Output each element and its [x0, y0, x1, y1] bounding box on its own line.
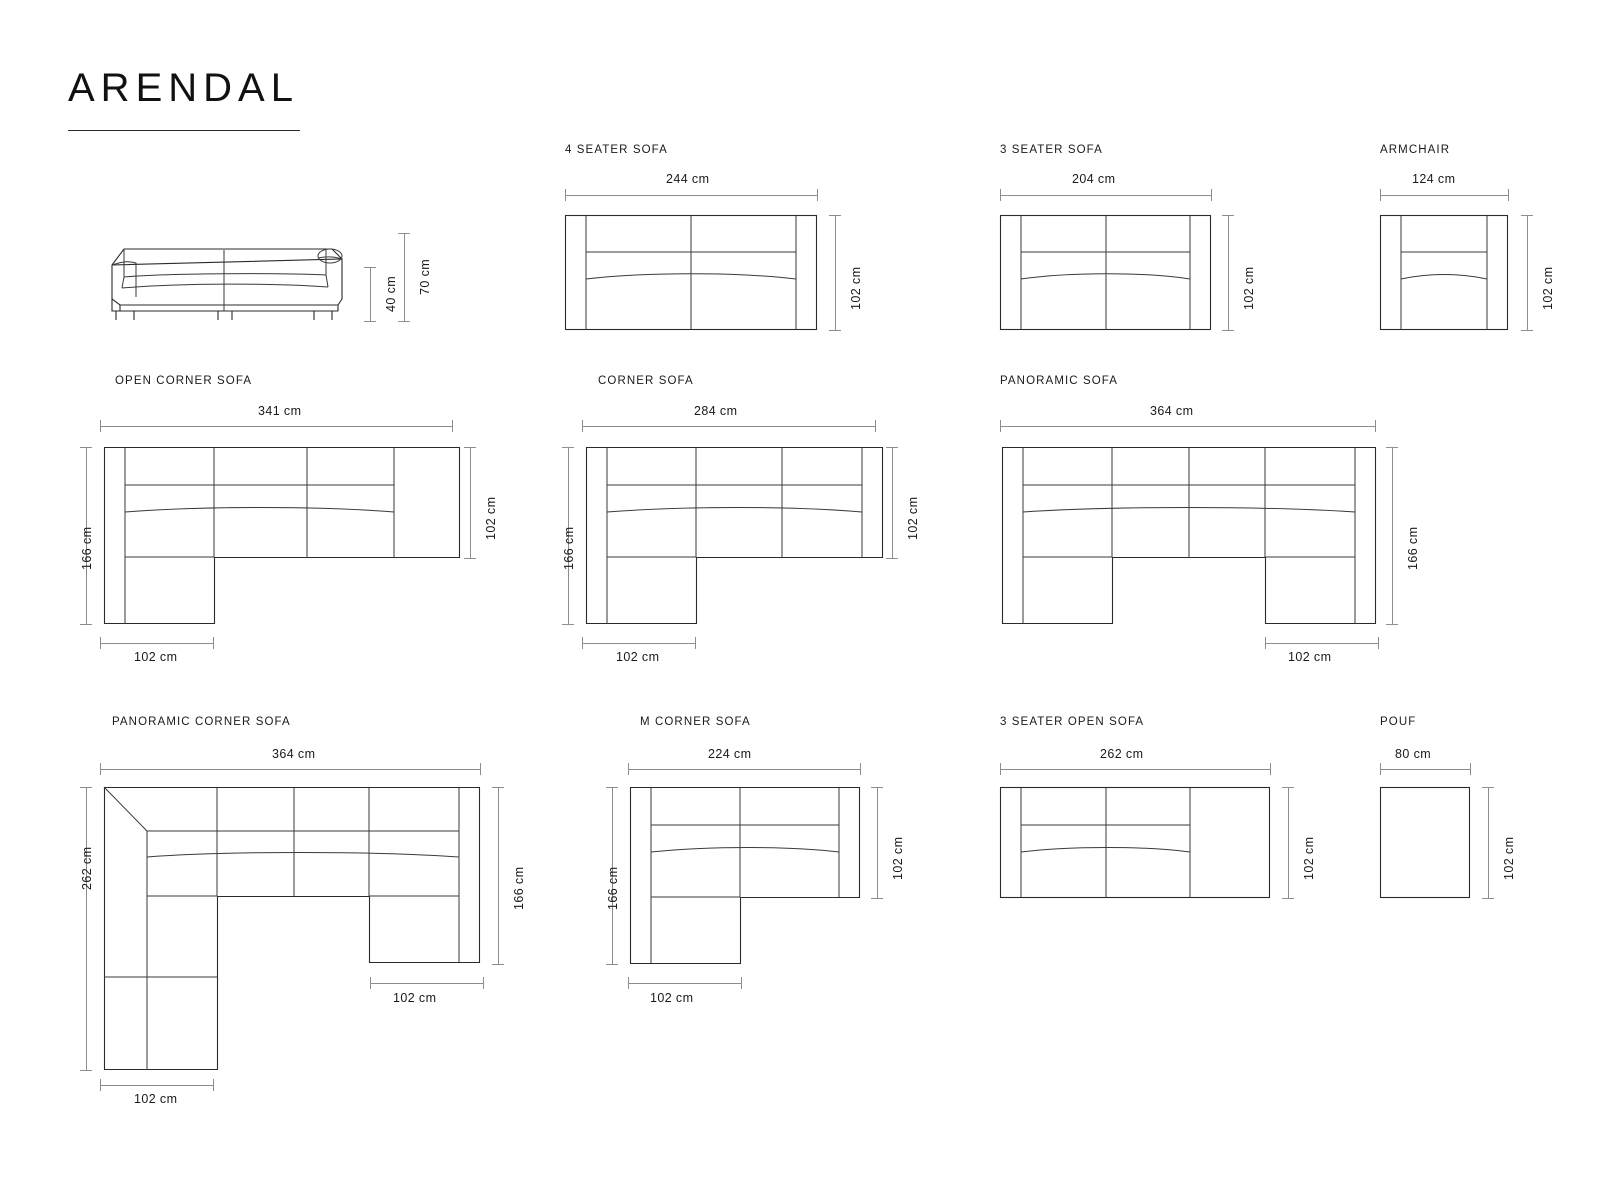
label-panoramic-sofa: PANORAMIC SOFA [1000, 375, 1119, 387]
dim-height-40: 40 cm [384, 275, 398, 312]
plan-corner-sofa [586, 447, 883, 624]
tick [1521, 215, 1533, 216]
tick [1211, 189, 1212, 201]
depth-rule-armchair [1527, 215, 1528, 330]
label-m-corner-sofa: M CORNER SOFA [640, 716, 751, 728]
tick [628, 977, 629, 989]
width-rule-corner [582, 426, 875, 427]
depth-rule-3-seater [1228, 215, 1229, 330]
page-title: ARENDAL [68, 66, 299, 110]
width-rule-3-seater [1000, 195, 1211, 196]
dim-side-corner: 166 cm [562, 526, 576, 570]
tick [1482, 787, 1494, 788]
tick [213, 637, 214, 649]
perspective-sofa-drawing [100, 225, 360, 335]
tick [1270, 763, 1271, 775]
tick [364, 321, 376, 322]
tick [1386, 447, 1398, 448]
tick [875, 420, 876, 432]
depth-rule-corner [892, 447, 893, 558]
foot-rule-open-corner [100, 643, 213, 644]
width-rule-panoramic-corner [100, 769, 480, 770]
tick [1000, 420, 1001, 432]
width-rule-armchair [1380, 195, 1508, 196]
tick [80, 624, 92, 625]
plan-panoramic-corner-sofa [104, 787, 480, 1070]
width-rule-m-corner [628, 769, 860, 770]
tick [398, 233, 410, 234]
depth-rule-4-seater [835, 215, 836, 330]
perspective-height-rule-70 [404, 233, 405, 321]
tick [1521, 330, 1533, 331]
dim-depth-pouf: 102 cm [1502, 836, 1516, 880]
tick [871, 898, 883, 899]
dim-foot-panoramic-corner-bottom: 102 cm [134, 1092, 178, 1106]
depth-rule-pouf [1488, 787, 1489, 898]
tick [829, 215, 841, 216]
tick [565, 189, 566, 201]
tick [606, 964, 618, 965]
tick [370, 977, 371, 989]
width-rule-pouf [1380, 769, 1470, 770]
tick [741, 977, 742, 989]
plan-open-corner-sofa [104, 447, 460, 624]
dim-side-open-corner: 166 cm [80, 526, 94, 570]
side-rule-panoramic-corner [86, 787, 87, 1070]
plan-pouf [1380, 787, 1470, 898]
dim-width-open-corner: 341 cm [258, 404, 302, 418]
dim-foot-corner: 102 cm [616, 650, 660, 664]
label-armchair: ARMCHAIR [1380, 144, 1451, 156]
tick [1000, 189, 1001, 201]
plan-3-seater-sofa [1000, 215, 1211, 330]
tick [817, 189, 818, 201]
tick [606, 787, 618, 788]
dim-width-panoramic-corner: 364 cm [272, 747, 316, 761]
title-underline [68, 130, 300, 131]
tick [582, 420, 583, 432]
foot-rule-corner [582, 643, 695, 644]
tick [886, 447, 898, 448]
tick [398, 321, 410, 322]
tick [562, 447, 574, 448]
perspective-height-rule-40 [370, 267, 371, 321]
tick [829, 330, 841, 331]
dim-width-corner: 284 cm [694, 404, 738, 418]
label-3-seater-sofa: 3 SEATER SOFA [1000, 144, 1103, 156]
tick [80, 1070, 92, 1071]
width-rule-open-corner [100, 426, 452, 427]
tick [628, 763, 629, 775]
dim-depth-panoramic-corner: 166 cm [512, 866, 526, 910]
tick [1265, 637, 1266, 649]
tick [860, 763, 861, 775]
foot-rule-m-corner [628, 983, 741, 984]
dim-width-m-corner: 224 cm [708, 747, 752, 761]
dim-width-panoramic: 364 cm [1150, 404, 1194, 418]
dim-width-pouf: 80 cm [1395, 747, 1432, 761]
dim-side-panoramic-corner: 262 cm [80, 846, 94, 890]
tick [464, 558, 476, 559]
tick [80, 447, 92, 448]
tick [100, 763, 101, 775]
label-corner-sofa: CORNER SOFA [598, 375, 694, 387]
plan-3-seater-open-sofa [1000, 787, 1270, 898]
label-3-seater-open-sofa: 3 SEATER OPEN SOFA [1000, 716, 1145, 728]
tick [364, 267, 376, 268]
tick [80, 787, 92, 788]
depth-rule-panoramic-corner [498, 787, 499, 964]
label-open-corner-sofa: OPEN CORNER SOFA [115, 375, 253, 387]
width-rule-panoramic [1000, 426, 1375, 427]
dim-depth-open-corner: 102 cm [484, 496, 498, 540]
depth-rule-panoramic [1392, 447, 1393, 624]
tick [871, 787, 883, 788]
tick [464, 447, 476, 448]
dim-depth-corner: 102 cm [906, 496, 920, 540]
tick [1482, 898, 1494, 899]
tick [1000, 763, 1001, 775]
tick [1380, 763, 1381, 775]
tick [452, 420, 453, 432]
tick [695, 637, 696, 649]
plan-armchair [1380, 215, 1508, 330]
tick [1282, 787, 1294, 788]
label-panoramic-corner-sofa: PANORAMIC CORNER SOFA [112, 716, 291, 728]
dim-width-3-seater: 204 cm [1072, 172, 1116, 186]
tick [1380, 189, 1381, 201]
foot-rule-panoramic-corner-bottom [100, 1085, 213, 1086]
tick [886, 558, 898, 559]
plan-4-seater-sofa [565, 215, 817, 330]
dim-depth-m-corner: 102 cm [891, 836, 905, 880]
depth-rule-3-seater-open [1288, 787, 1289, 898]
tick [562, 624, 574, 625]
tick [1222, 330, 1234, 331]
label-pouf: POUF [1380, 716, 1417, 728]
dim-width-armchair: 124 cm [1412, 172, 1456, 186]
dim-foot-panoramic-corner-right: 102 cm [393, 991, 437, 1005]
dim-side-m-corner: 166 cm [606, 866, 620, 910]
dim-height-70: 70 cm [418, 258, 432, 295]
tick [100, 420, 101, 432]
dim-depth-4-seater: 102 cm [849, 266, 863, 310]
dim-foot-panoramic: 102 cm [1288, 650, 1332, 664]
tick [1508, 189, 1509, 201]
dim-foot-open-corner: 102 cm [134, 650, 178, 664]
tick [582, 637, 583, 649]
dim-depth-3-seater: 102 cm [1242, 266, 1256, 310]
plan-m-corner-sofa [630, 787, 860, 964]
tick [492, 787, 504, 788]
tick [213, 1079, 214, 1091]
tick [1375, 420, 1376, 432]
tick [480, 763, 481, 775]
tick [1386, 624, 1398, 625]
depth-rule-open-corner [470, 447, 471, 558]
depth-rule-m-corner [877, 787, 878, 898]
tick [1222, 215, 1234, 216]
plan-panoramic-sofa [1002, 447, 1376, 624]
foot-rule-panoramic-corner-right [370, 983, 483, 984]
tick [100, 1079, 101, 1091]
label-4-seater-sofa: 4 SEATER SOFA [565, 144, 668, 156]
dim-width-4-seater: 244 cm [666, 172, 710, 186]
dim-foot-m-corner: 102 cm [650, 991, 694, 1005]
tick [1282, 898, 1294, 899]
dim-depth-3-seater-open: 102 cm [1302, 836, 1316, 880]
tick [492, 964, 504, 965]
dim-depth-panoramic: 166 cm [1406, 526, 1420, 570]
tick [1470, 763, 1471, 775]
dim-width-3-seater-open: 262 cm [1100, 747, 1144, 761]
tick [100, 637, 101, 649]
tick [1378, 637, 1379, 649]
tick [483, 977, 484, 989]
width-rule-3-seater-open [1000, 769, 1270, 770]
width-rule-4-seater [565, 195, 817, 196]
dim-depth-armchair: 102 cm [1541, 266, 1555, 310]
foot-rule-panoramic [1265, 643, 1378, 644]
